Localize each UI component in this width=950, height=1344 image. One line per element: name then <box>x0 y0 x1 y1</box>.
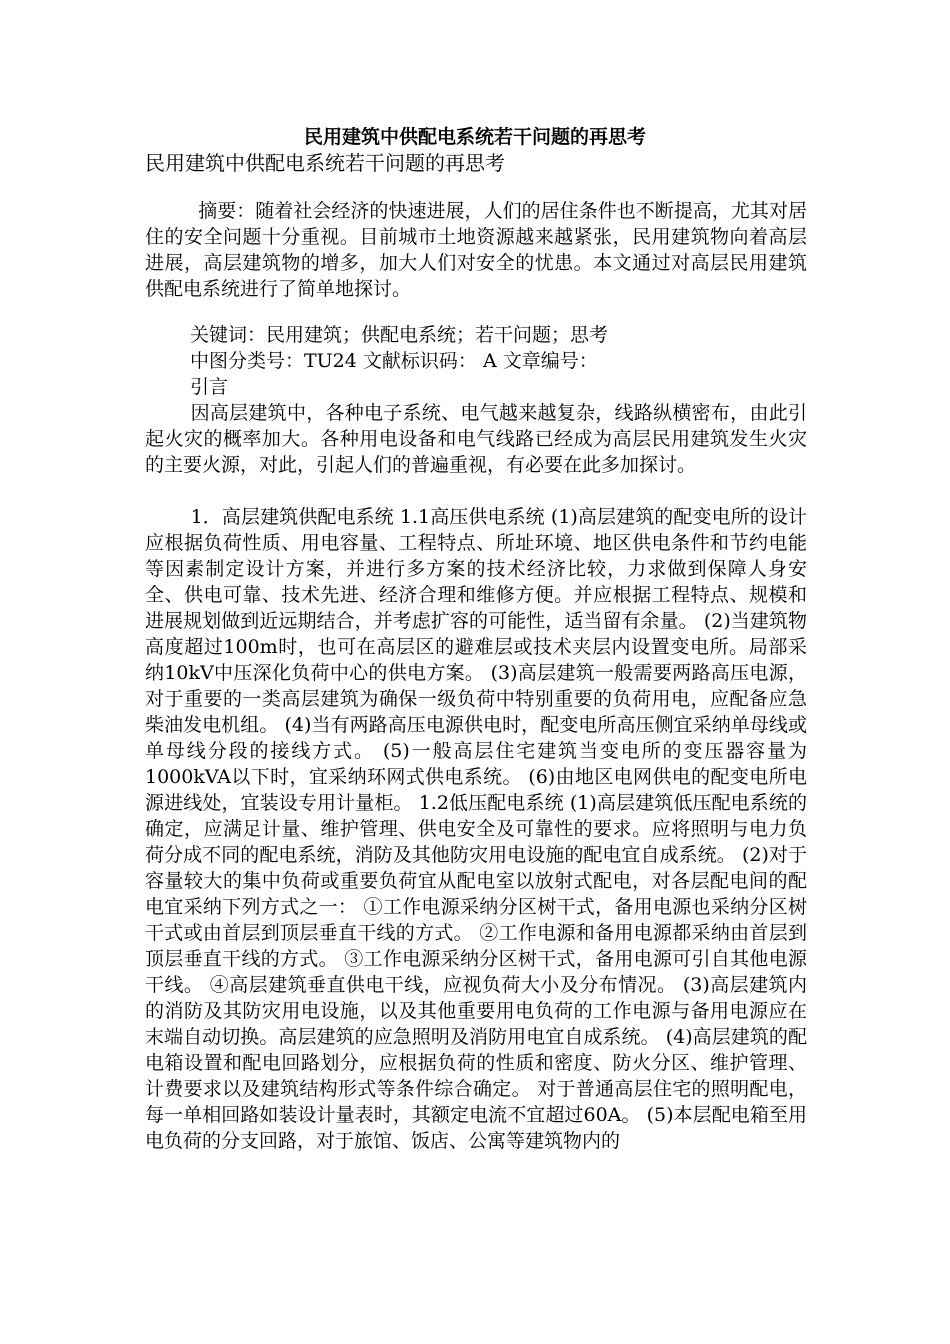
abstract-paragraph: 摘要：随着社会经济的快速进展，人们的居住条件也不断提高，尤其对居住的安全问题十分重视。目前城市土地资源越来越紧张，民用建筑物向着高层进展，高层建筑物的增多，加大人们对安全的忧患。本文通过对高层民用建筑供配电系统进行了简单地探讨。 <box>145 200 807 300</box>
intro-heading: 引言 <box>190 376 229 398</box>
keywords-line: 关键词：民用建筑；供配电系统；若干问题；思考 <box>190 324 609 346</box>
intro-paragraph: 因高层建筑中，各种电子系统、电气越来越复杂，线路纵横密布，由此引起火灾的概率加大。各种用电设备和电气线路已经成为高层民用建筑发生火灾的主要火源，对此，引起人们的普遍重视，有必要在此多加探讨。 <box>145 402 807 476</box>
document-subtitle: 民用建筑中供配电系统若干问题的再思考 <box>145 151 505 175</box>
section1-paragraph: 1．高层建筑供配电系统 1.1高压供电系统 (1)高层建筑的配变电所的设计应根据负荷性质、用电容量、工程特点、所址环境、地区供电条件和节约电能等因素制定设计方案，并进行多方案的技术经济比较，力求做到保障人身安全、供电可靠、技术先进、经济合理和维修方便。并应根据工程特点、规模和进展规划做到近远期结合，并考虑扩容的可能性，适当留有余量。 (2)当建筑物高度超过100m时，也可在高层区的避难层或技术夹层内设置变电所。局部采纳10kV中压深化负荷中心的供电方案。 (3)高层建筑一般需要两路高压电源，对于重要的一类高层建筑为确保一级负荷中特别重要的负荷用电，应配备应急柴油发电机组。 (4)当有两路高压电源供电时，配变电所高压侧宜采纳单母线或单母线分段的接线方式。 (5)一般高层住宅建筑当变电所的变压器容量为1000kVA以下时，宜采纳环网式供电系统。 (6)由地区电网供电的配变电所电源进线处，宜装设专用计量柜。 1.2低压配电系统 (1)高层建筑低压配电系统的确定，应满足计量、维护管理、供电安全及可靠性的要求。应将照明与电力负荷分成不同的配电系统，消防及其他防灾用电设施的配电宜自成系统。 (2)对于容量较大的集中负荷或重要负荷宜从配电室以放射式配电，对各层配电间的配电宜采纳下列方式之一： ①工作电源采纳分区树干式，备用电源也采纳分区树干式或由首层到顶层垂直干线的方式。 ②工作电源和备用电源都采纳由首层到顶层垂直干线的方式。 ③工作电源采纳分区树干式，备用电源可引自其他电源干线。 ④高层建筑垂直供电干线，应视负荷大小及分布情况。 (3)高层建筑内的消防及其防灾用电设施，以及其他重要用电负荷的工作电源与备用电源应在末端自动切换。高层建筑的应急照明及消防用电宜自成系统。 (4)高层建筑的配电箱设置和配电回路划分，应根据负荷的性质和密度、防火分区、维护管理、计费要求以及建筑结构形式等条件综合确定。 对于普通高层住宅的照明配电，每一单相回路如装设计量表时，其额定电流不宜超过60A。 (5)本层配电箱至用电负荷的分支回路，对于旅馆、饭店、公寓等建筑物内的 <box>145 506 807 1152</box>
document-title: 民用建筑中供配电系统若干问题的再思考 <box>303 126 646 148</box>
classification-line: 中图分类号：TU24 文献标识码： A 文章编号： <box>190 350 598 372</box>
